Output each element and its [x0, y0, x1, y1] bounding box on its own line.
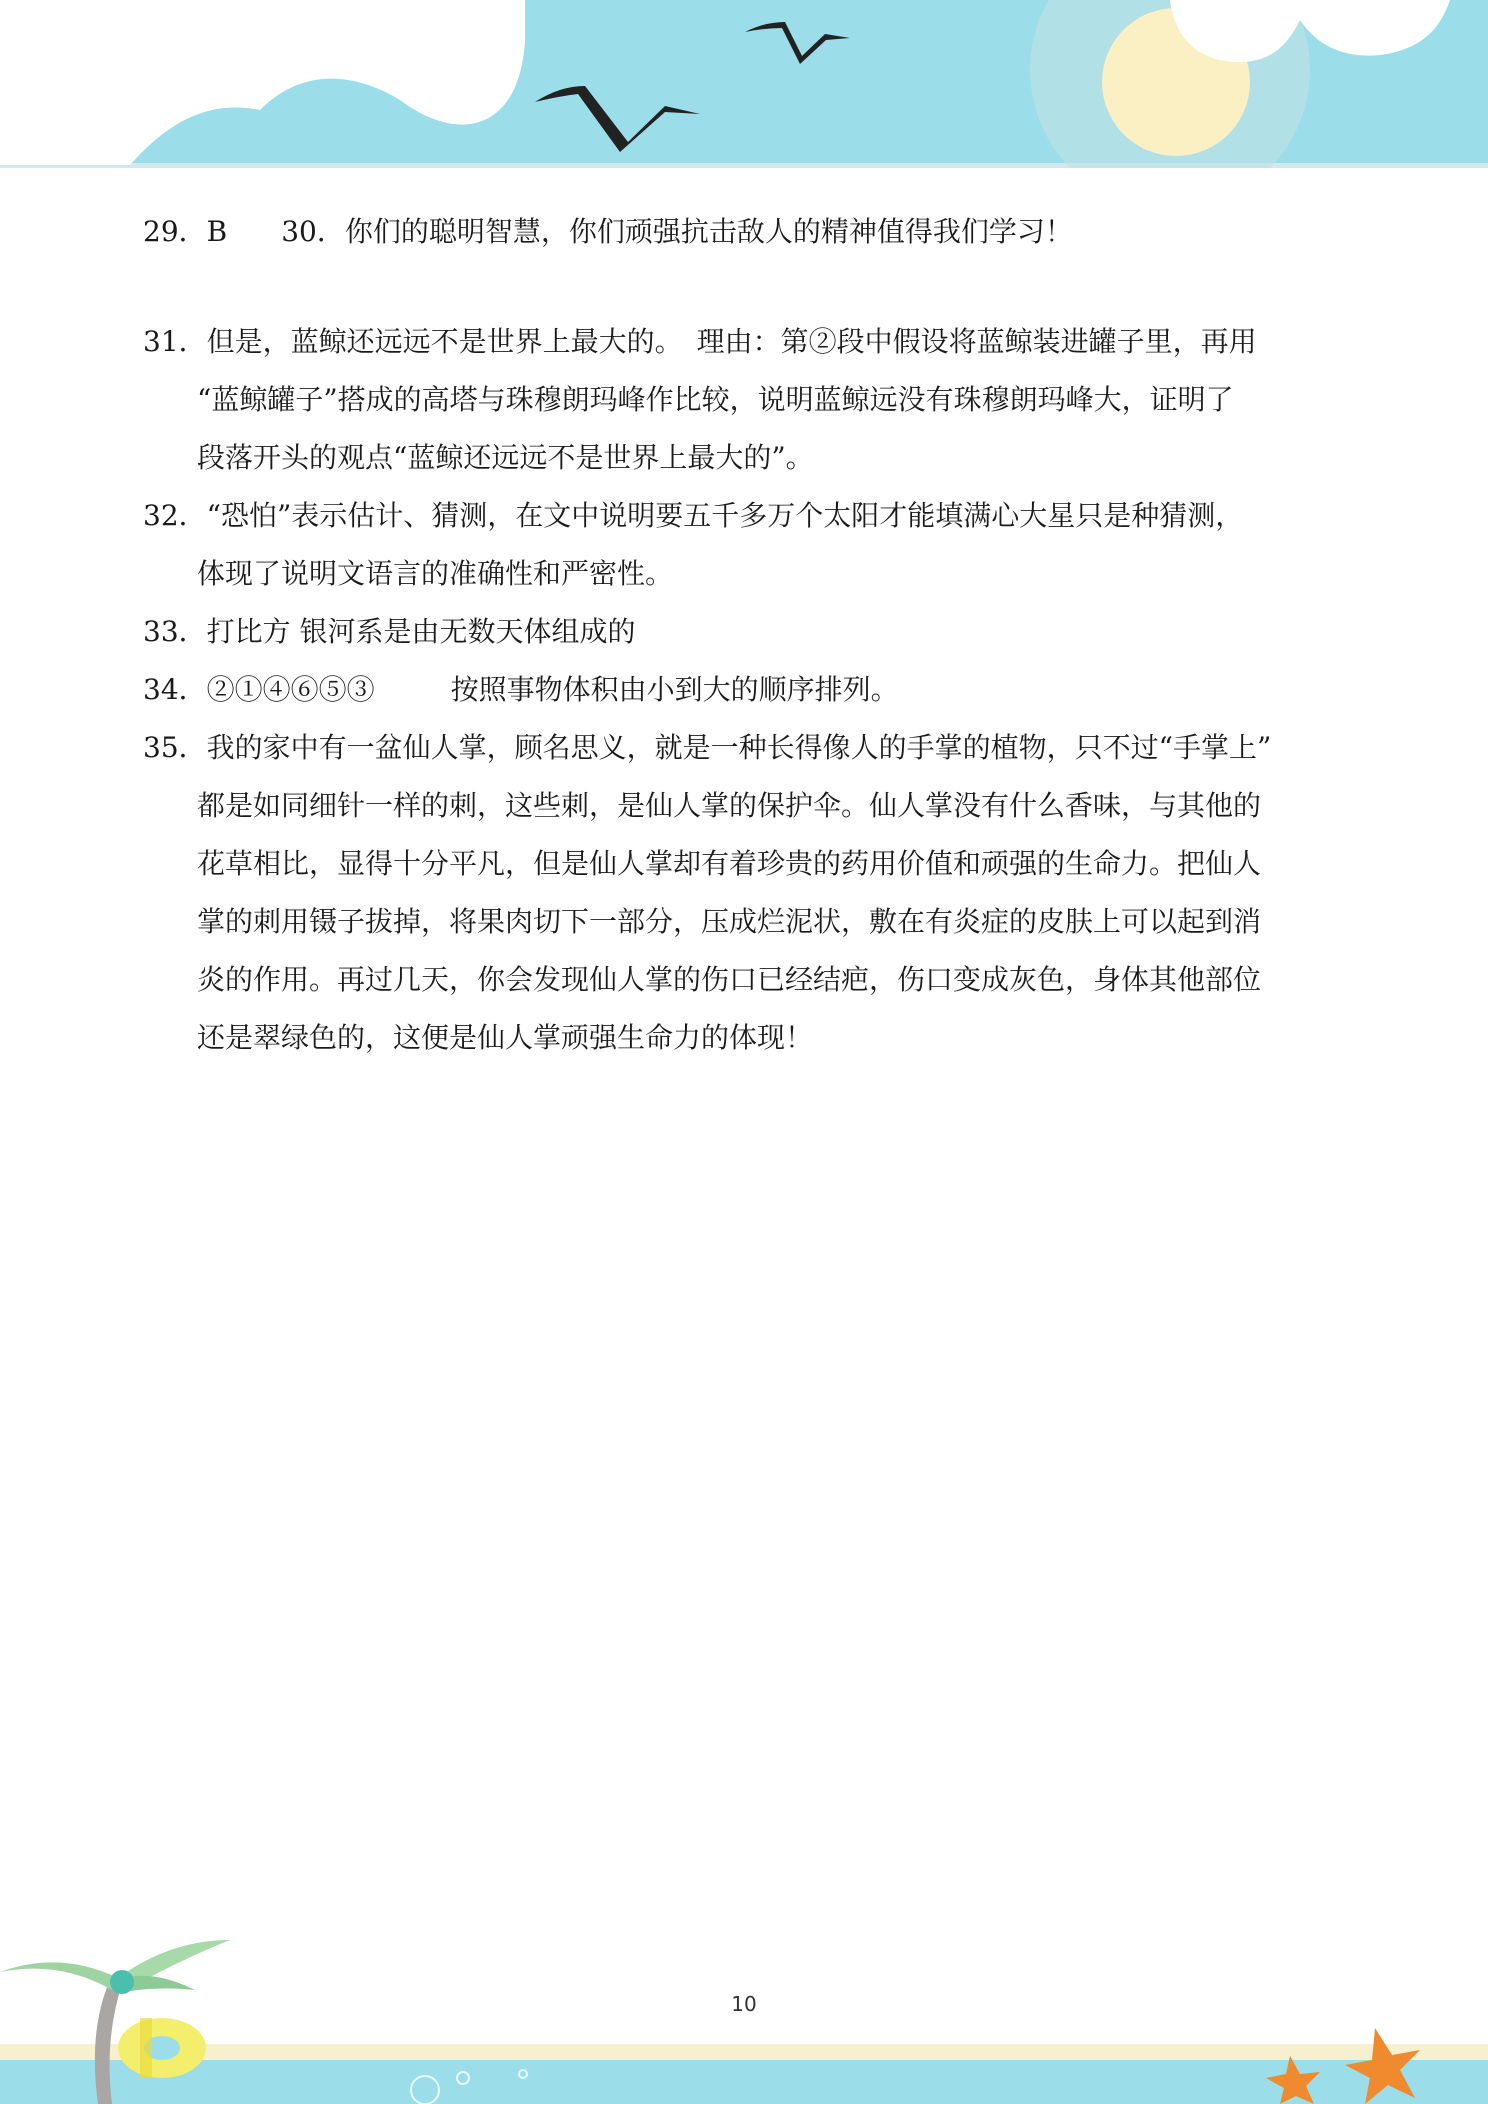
answer-35-line-4: 掌的刺用镊子拔掉，将果肉切下一部分，压成烂泥状，敷在有炎症的皮肤上可以起到消 — [197, 905, 1262, 938]
answer-35-line-5: 炎的作用。再过几天，你会发现仙人掌的伤口已经结疤，伤口变成灰色，身体其他部位 — [197, 963, 1262, 996]
answer-31-line-2: “蓝鲸罐子”搭成的高塔与珠穆朗玛峰作比较，说明蓝鲸远没有珠穆朗玛峰大，证明了 — [197, 383, 1234, 416]
answer-34-order: ②①④⑥⑤③ — [206, 673, 375, 706]
answer-35-number: 35． — [143, 731, 207, 764]
answer-29-30 — [143, 212, 1073, 252]
answer-33-number: 33． — [143, 615, 207, 648]
answer-29-text: B — [206, 215, 228, 248]
answer-33 — [143, 612, 636, 652]
palm-leaf-left — [0, 1962, 118, 1990]
answer-35-line-2: 都是如同细针一样的刺，这些刺，是仙人掌的保护伞。仙人掌没有什么香味，与其他的 — [197, 789, 1262, 822]
answer-32-number: 32． — [143, 499, 207, 532]
answer-34-text: 按照事物体积由小到大的顺序排列。 — [450, 673, 899, 706]
answer-30-number: 30． — [281, 215, 345, 248]
answer-31-number: 31． — [143, 325, 207, 358]
coconut — [110, 1970, 134, 1994]
answer-31-line-3: 段落开头的观点“蓝鲸还远远不是世界上最大的”。 — [197, 441, 814, 474]
page-number: 10 — [731, 1992, 757, 2016]
answer-29-number: 29． — [143, 215, 207, 248]
answer-35-line-3: 花草相比，显得十分平凡，但是仙人掌却有着珍贵的药用价值和顽强的生命力。把仙人 — [197, 847, 1262, 880]
answer-32-line-1: 32．“恐怕”表示估计、猜测，在文中说明要五千多万个太阳才能填满心大星只是种猜测， — [143, 499, 1244, 532]
answer-32-line-2: 体现了说明文语言的准确性和严密性。 — [197, 557, 674, 590]
answer-34 — [143, 670, 899, 710]
answer-35-line-1: 35．我的家中有一盆仙人掌，顾名思义，就是一种长得像人的手掌的植物，只不过“手掌上” — [143, 731, 1272, 764]
answer-34-number: 34． — [143, 673, 207, 706]
answer-33-text: 打比方 银河系是由无数天体组成的 — [206, 615, 636, 648]
answer-31-line-1: 31．但是，蓝鲸还远远不是世界上最大的。 理由：第②段中假设将蓝鲸装进罐子里，再用 — [143, 325, 1257, 358]
answer-30-text: 你们的聪明智慧，你们顽强抗击敌人的精神值得我们学习！ — [344, 215, 1073, 248]
answer-35-line-6: 还是翠绿色的，这便是仙人掌顽强生命力的体现！ — [197, 1021, 814, 1054]
header-banner — [0, 0, 1488, 168]
